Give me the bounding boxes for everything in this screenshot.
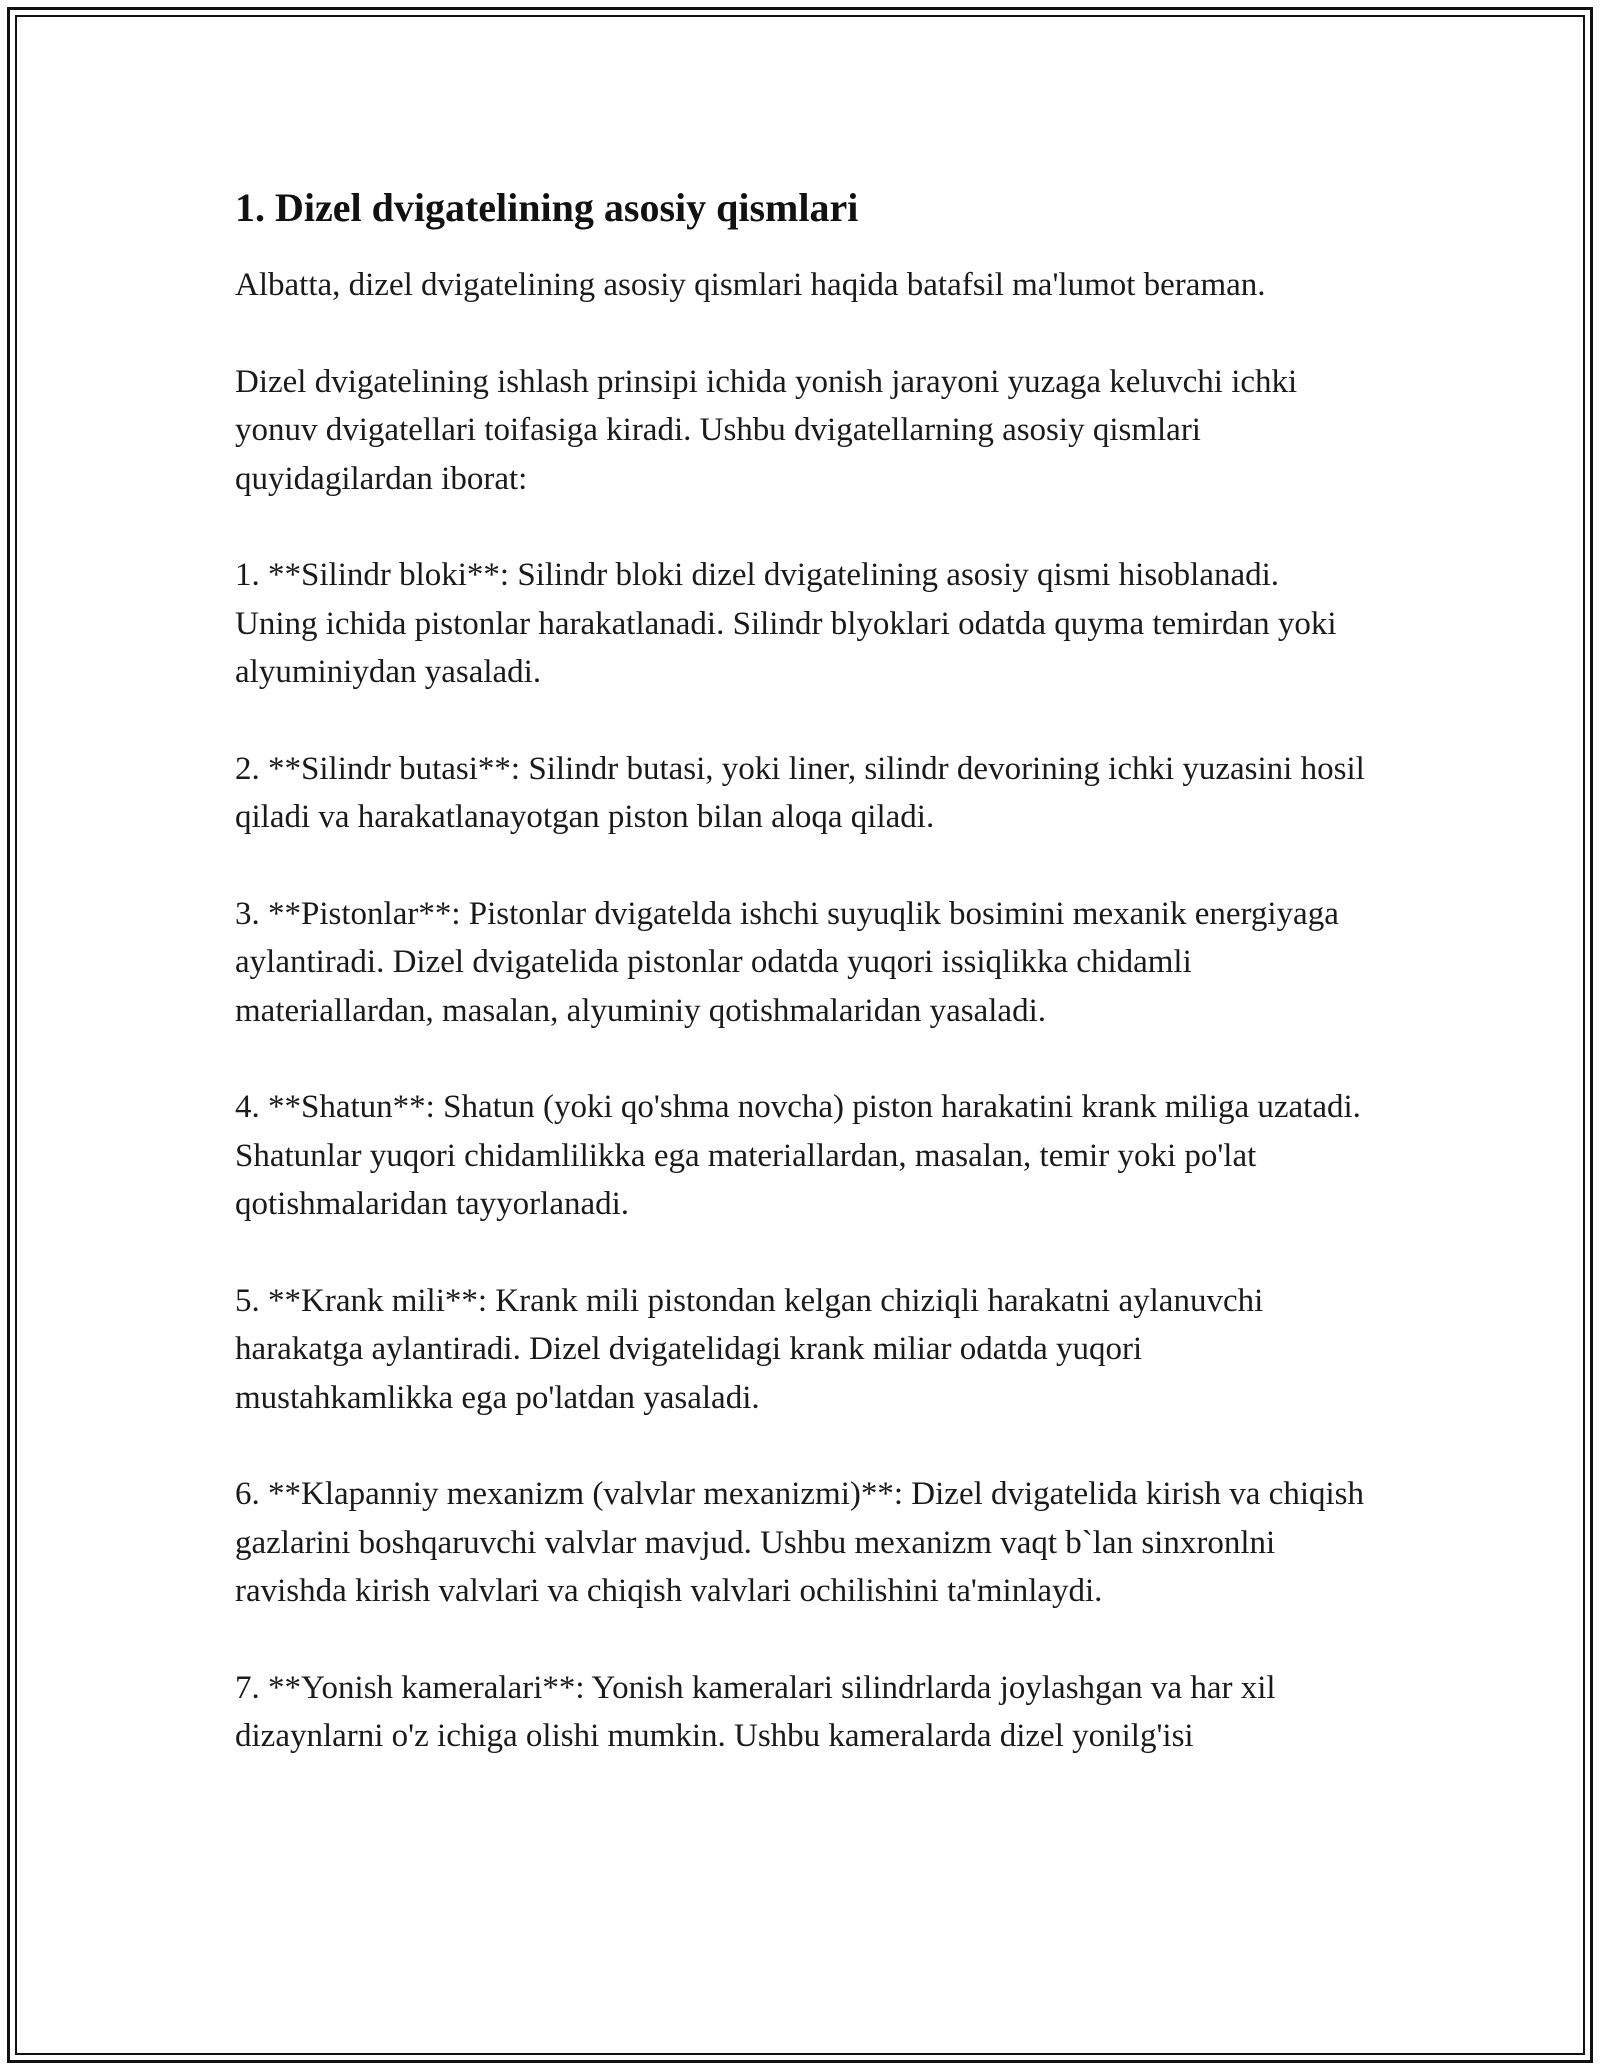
list-item-cylinder-liner: 2. **Silindr butasi**: Silindr butasi, yoki liner, silindr devorining ichki yuzasini hosil qiladi va harakatlanayotgan piston bilan aloqa qiladi. — [235, 750, 1365, 835]
paragraph-intro: Albatta, dizel dvigatelining asosiy qismlari haqida batafsil ma'lumot beraman. — [235, 267, 1266, 303]
document-title: 1. Dizel dvigatelining asosiy qismlari — [235, 185, 859, 230]
paragraph-principle: Dizel dvigatelining ishlash prinsipi ichida yonish jarayoni yuzaga keluvchi ichki yonuv dvigatellari toifasiga kiradi. Ushbu dvigatellarning asosiy qismlari quyidagilardan iborat: — [235, 363, 1298, 497]
list-item-valve-mechanism: 6. **Klapanniy mexanizm (valvlar mexanizmi)**: Dizel dvigatelida kirish va chiqish gazlarini boshqaruvchi valvlar mavjud. Ushbu mexanizm vaqt b`lan sinxronlni ravishda kirish valvlari va chiqish valvlari ochilishini ta'minlaydi. — [235, 1476, 1365, 1609]
list-item-crankshaft: 5. **Krank mili**: Krank mili pistondan kelgan chiziqli harakatni aylanuvchi harakatga aylantiradi. Dizel dvigatelidagi krank miliar odatda yuqori mustahkamlikka ega po'latdan yasaladi. — [235, 1282, 1264, 1416]
list-item-pistons: 3. **Pistonlar**: Pistonlar dvigatelda ishchi suyuqlik bosimini mexanik energiyaga aylantiradi. Dizel dvigatelida pistonlar odatda yuqori issiqlikka chidamli materiallardan, masalan, alyuminiy qotishmalaridan yasaladi. — [235, 895, 1339, 1029]
document-body — [235, 183, 1365, 1809]
list-item-cylinder-block: 1. **Silindr bloki**: Silindr bloki dizel dvigatelining asosiy qismi hisoblanadi. Uning ichida pistonlar harakatlanadi. Silindr blyoklari odatda quyma temirdan yoki alyuminiydan yasaladi. — [235, 557, 1337, 690]
list-item-connecting-rod: 4. **Shatun**: Shatun (yoki qo'shma novcha) piston harakatini krank miliga uzatadi. Shatunlar yuqori chidamlilikka ega materiallardan, masalan, temir yoki po'lat qotishmalaridan tayyorlanadi. — [235, 1089, 1361, 1222]
list-item-combustion-chambers: 7. **Yonish kameralari**: Yonish kameralari silindrlarda joylashgan va har xil dizaynlarni o'z ichiga olishi mumkin. Ushbu kameralarda dizel yonilg'isi — [235, 1669, 1276, 1754]
